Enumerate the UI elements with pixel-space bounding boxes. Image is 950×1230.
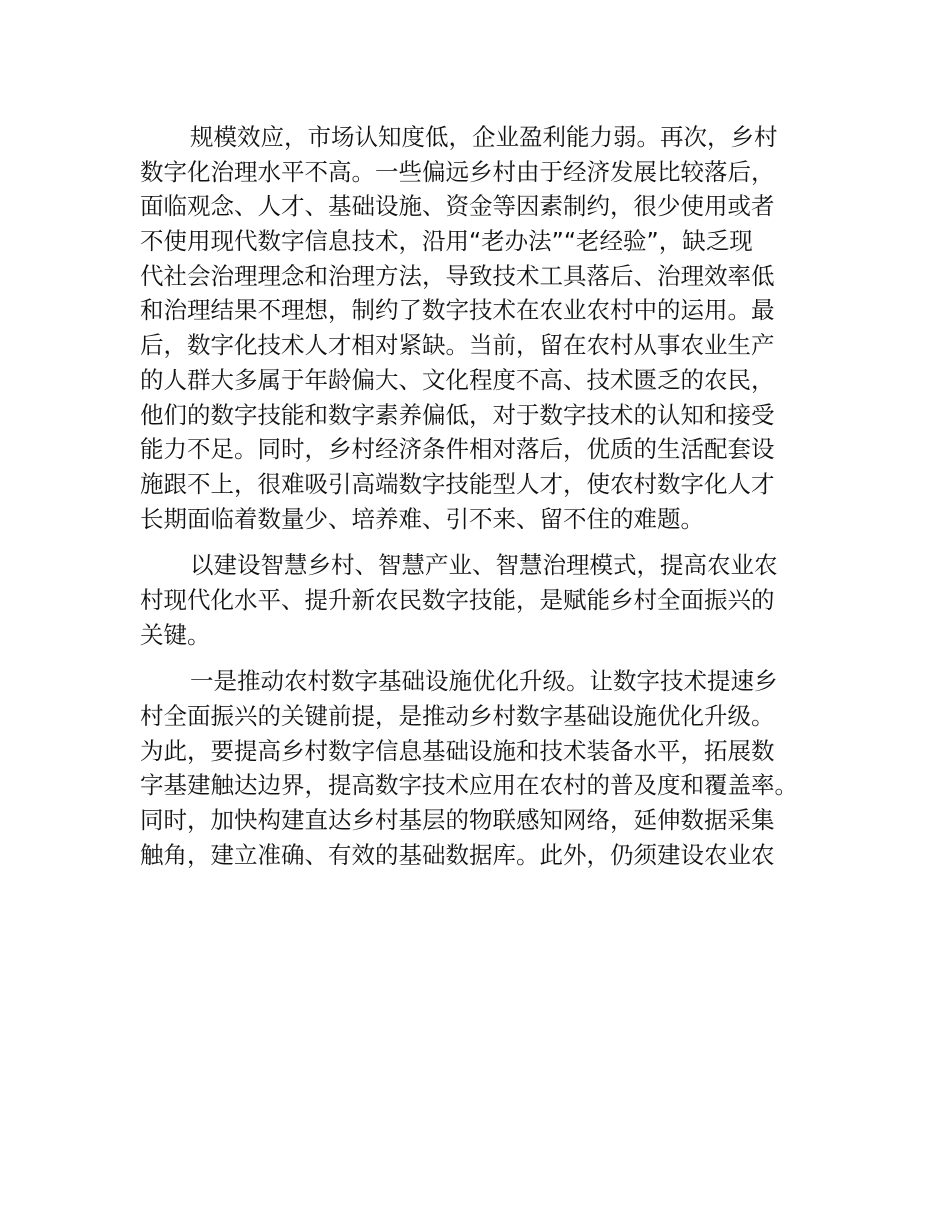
text-line: 和治理结果不理想，制约了数字技术在农业农村中的运用。最	[140, 296, 775, 325]
text-line: 一是推动农村数字基础设施优化升级。让数字技术提速乡	[190, 667, 778, 696]
document-body	[140, 120, 820, 872]
paragraph-2	[140, 548, 820, 652]
text-line: 为此，要提高乡村数字信息基础设施和技术装备水平，拓展数	[140, 736, 775, 765]
text-line: 他们的数字技能和数字素养偏低，对于数字技术的认知和接受	[140, 400, 775, 429]
text-line: 以建设智慧乡村、智慧产业、智慧治理模式，提高农业农	[190, 551, 778, 580]
text-line: 关键。	[140, 620, 211, 649]
text-line: 村全面振兴的关键前提，是推动乡村数字基础设施优化升级。	[140, 702, 775, 730]
text-line: 面临观念、人才、基础设施、资金等因素制约，很少使用或者	[140, 192, 775, 221]
text-line: 后，数字化技术人才相对紧缺。当前，留在农村从事农业生产	[140, 331, 775, 360]
text-line: 规模效应，市场认知度低，企业盈利能力弱。再次，乡村	[190, 123, 778, 151]
paragraph-1	[140, 120, 820, 536]
text-line: 代社会治理理念和治理方法，导致技术工具落后、治理效率低	[140, 261, 775, 290]
text-line: 的人群大多属于年龄偏大、文化程度不高、技术匮乏的农民，	[140, 365, 775, 394]
text-line: 村现代化水平、提升新农民数字技能，是赋能乡村全面振兴的	[140, 585, 775, 614]
text-line: 数字化治理水平不高。一些偏远乡村由于经济发展比较落后，	[140, 157, 775, 186]
text-line: 触角，建立准确、有效的基础数据库。此外，仍须建设农业农	[140, 840, 775, 869]
paragraph-3	[140, 664, 820, 872]
text-line: 不使用现代数字信息技术，沿用“老办法”“老经验”，缺乏现	[140, 227, 753, 256]
text-line: 施跟不上，很难吸引高端数字技能型人才，使农村数字化人才	[140, 469, 775, 498]
text-line: 同时，加快构建直达乡村基层的物联感知网络，延伸数据采集	[140, 806, 775, 835]
text-line: 长期面临着数量少、培养难、引不来、留不住的难题。	[140, 504, 704, 533]
text-line: 能力不足。同时，乡村经济条件相对落后，优质的生活配套设	[140, 435, 775, 464]
text-line: 字基建触达边界，提高数字技术应用在农村的普及度和覆盖率。	[140, 771, 798, 800]
